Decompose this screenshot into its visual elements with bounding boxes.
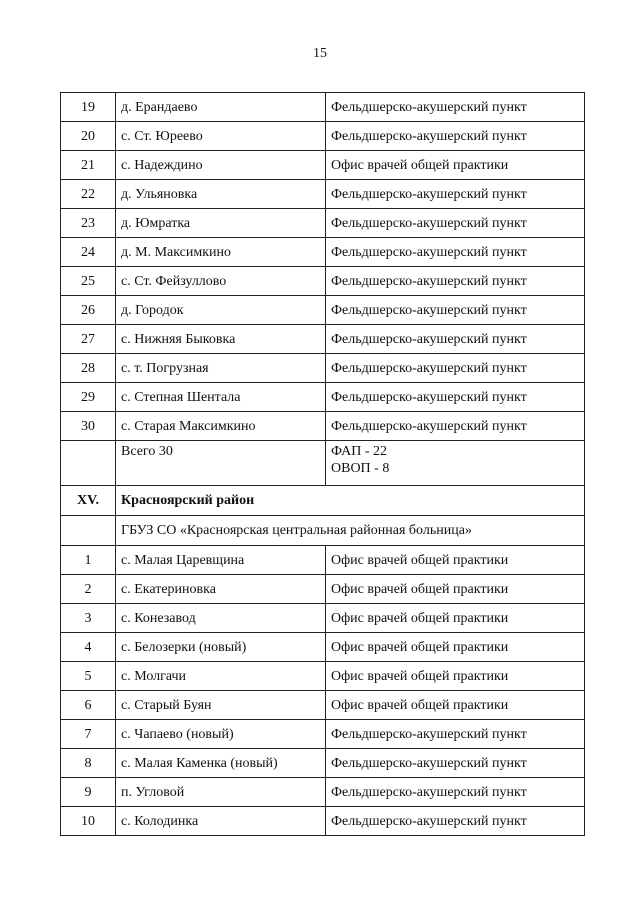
locality-cell: с. Старая Максимкино (116, 412, 326, 441)
section-row (61, 486, 585, 516)
table-body-bottom (61, 546, 585, 836)
row-number: 23 (61, 209, 116, 238)
locality-cell: с. Надеждино (116, 151, 326, 180)
table-row (61, 633, 585, 662)
locality-cell: д. Юмратка (116, 209, 326, 238)
locality-cell: д. Ерандаево (116, 93, 326, 122)
locality-cell: с. Белозерки (новый) (116, 633, 326, 662)
facility-type-cell: Фельдшерско-акушерский пункт (326, 749, 585, 778)
facility-type-cell: Офис врачей общей практики (326, 604, 585, 633)
locality-cell: с. Колодинка (116, 807, 326, 836)
facility-type-cell: Фельдшерско-акушерский пункт (326, 122, 585, 151)
facility-type-cell: Фельдшерско-акушерский пункт (326, 778, 585, 807)
facility-type-cell: Фельдшерско-акушерский пункт (326, 807, 585, 836)
row-number: 3 (61, 604, 116, 633)
facility-type-cell: Фельдшерско-акушерский пункт (326, 93, 585, 122)
row-number: 19 (61, 93, 116, 122)
table-row (61, 546, 585, 575)
facility-type-cell: Фельдшерско-акушерский пункт (326, 267, 585, 296)
facility-type-cell: Офис врачей общей практики (326, 691, 585, 720)
table-row (61, 575, 585, 604)
locality-cell: с. Нижняя Быковка (116, 325, 326, 354)
facility-type-cell: Фельдшерско-акушерский пункт (326, 296, 585, 325)
table-row (61, 662, 585, 691)
row-number: 7 (61, 720, 116, 749)
table-row (61, 325, 585, 354)
total-breakdown (326, 441, 585, 486)
facility-type-cell: Офис врачей общей практики (326, 662, 585, 691)
total-row (61, 441, 585, 486)
facility-type-cell: Офис врачей общей практики (326, 575, 585, 604)
table-row (61, 93, 585, 122)
row-number: 26 (61, 296, 116, 325)
locality-cell: с. Старый Буян (116, 691, 326, 720)
table-row (61, 238, 585, 267)
locality-cell: с. Молгачи (116, 662, 326, 691)
facility-type-cell: Фельдшерско-акушерский пункт (326, 238, 585, 267)
table-row (61, 807, 585, 836)
locality-cell: с. Ст. Фейзуллово (116, 267, 326, 296)
table-row (61, 296, 585, 325)
row-number: 29 (61, 383, 116, 412)
table-row (61, 209, 585, 238)
row-number: 2 (61, 575, 116, 604)
row-number: 1 (61, 546, 116, 575)
row-number: 4 (61, 633, 116, 662)
table-row (61, 604, 585, 633)
table-row (61, 749, 585, 778)
table-row (61, 720, 585, 749)
locality-cell: с. Малая Каменка (новый) (116, 749, 326, 778)
facility-type-cell: Офис врачей общей практики (326, 151, 585, 180)
section-number: XV. (61, 486, 116, 516)
table-row (61, 267, 585, 296)
facility-type-cell: Фельдшерско-акушерский пункт (326, 412, 585, 441)
locality-cell: с. Чапаево (новый) (116, 720, 326, 749)
table-body-summary (61, 441, 585, 546)
locality-cell: с. т. Погрузная (116, 354, 326, 383)
facility-type-cell: Офис врачей общей практики (326, 546, 585, 575)
table-row (61, 151, 585, 180)
row-number: 21 (61, 151, 116, 180)
locality-cell: с. Степная Шентала (116, 383, 326, 412)
row-number: 20 (61, 122, 116, 151)
page-number: 15 (313, 46, 327, 61)
row-number: 9 (61, 778, 116, 807)
table-row (61, 122, 585, 151)
row-number: 28 (61, 354, 116, 383)
row-number: 25 (61, 267, 116, 296)
locality-cell: п. Угловой (116, 778, 326, 807)
row-number: 6 (61, 691, 116, 720)
row-number: 8 (61, 749, 116, 778)
row-number: 5 (61, 662, 116, 691)
organization-row (61, 516, 585, 546)
total-num-cell (61, 441, 116, 486)
facility-type-cell: Фельдшерско-акушерский пункт (326, 383, 585, 412)
table-row (61, 691, 585, 720)
total-fap: ФАП - 22 (331, 444, 388, 459)
facility-type-cell: Фельдшерско-акушерский пункт (326, 325, 585, 354)
row-number: 10 (61, 807, 116, 836)
locality-cell: с. Ст. Юреево (116, 122, 326, 151)
table-row (61, 354, 585, 383)
facility-type-cell: Офис врачей общей практики (326, 633, 585, 662)
table-row (61, 412, 585, 441)
locality-cell: с. Екатериновка (116, 575, 326, 604)
organization-name: ГБУЗ СО «Красноярская центральная районная больница» (116, 516, 585, 546)
facility-type-cell: Фельдшерско-акушерский пункт (326, 209, 585, 238)
facility-type-cell: Фельдшерско-акушерский пункт (326, 354, 585, 383)
total-label: Всего 30 (116, 441, 326, 486)
row-number: 30 (61, 412, 116, 441)
table-row (61, 383, 585, 412)
facility-type-cell: Фельдшерско-акушерский пункт (326, 720, 585, 749)
total-ovop: ОВОП - 8 (331, 461, 390, 476)
locality-cell: с. Малая Царевщина (116, 546, 326, 575)
facility-type-cell: Фельдшерско-акушерский пункт (326, 180, 585, 209)
table-body-top (61, 93, 585, 441)
row-number: 22 (61, 180, 116, 209)
organization-num-cell (61, 516, 116, 546)
row-number: 24 (61, 238, 116, 267)
table-row (61, 778, 585, 807)
table-row (61, 180, 585, 209)
section-title: Красноярский район (116, 486, 585, 516)
row-number: 27 (61, 325, 116, 354)
locality-cell: д. Городок (116, 296, 326, 325)
locality-cell: д. М. Максимкино (116, 238, 326, 267)
locality-cell: д. Ульяновка (116, 180, 326, 209)
locality-cell: с. Конезавод (116, 604, 326, 633)
facilities-table (60, 92, 585, 836)
